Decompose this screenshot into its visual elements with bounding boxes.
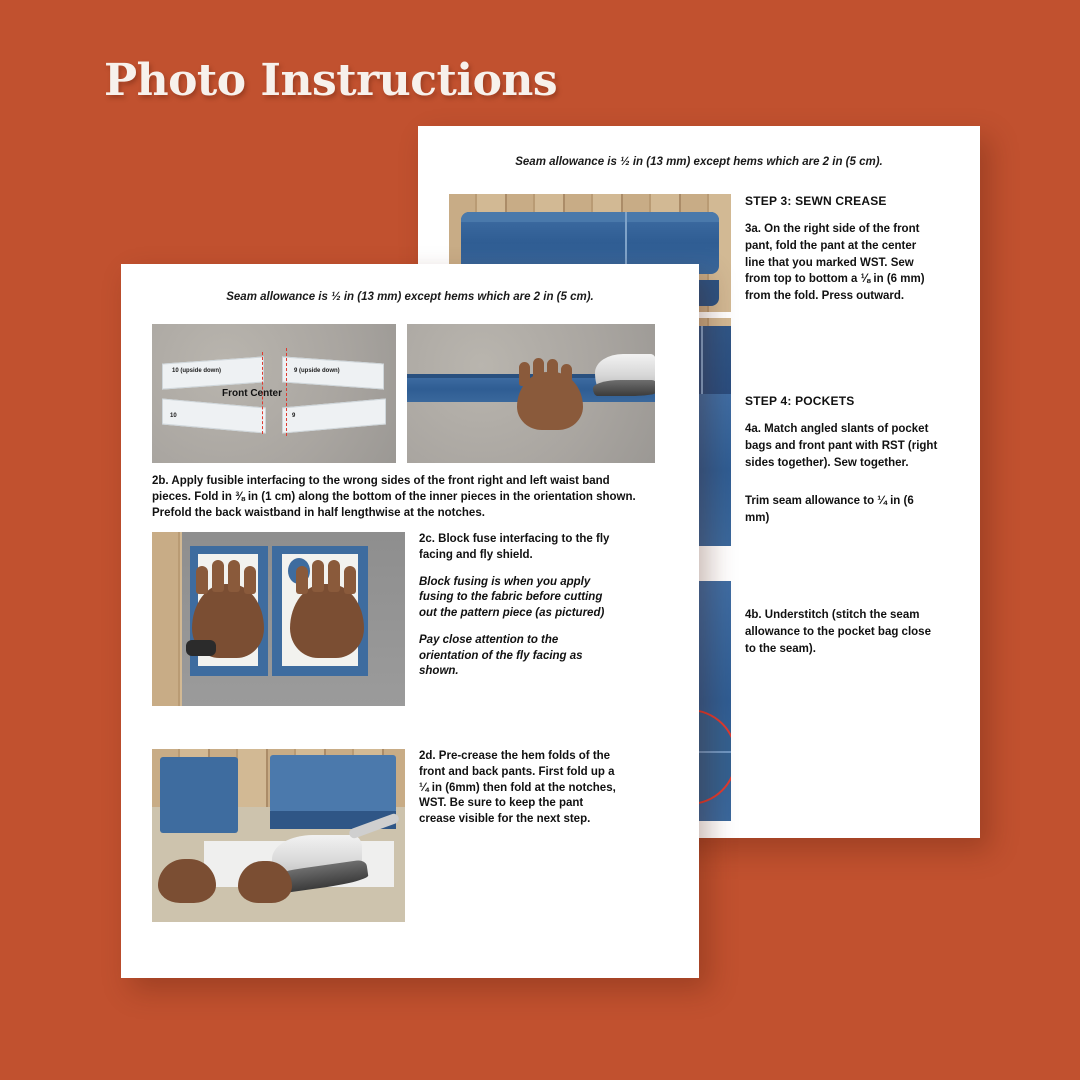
- caption-2c-main: 2c. Block fuse interfacing to the fly facing and fly shield.: [419, 533, 610, 561]
- seam-allowance-note-front: Seam allowance is ½ in (13 mm) except hems which are 2 in (5 cm).: [226, 291, 594, 303]
- caption-2b: 2b. Apply fusible interfacing to the wrong sides of the front right and left waist band pieces. Fold in ⅜ in (1 cm) along the bottom of the inner pieces in the orientation shown. Prefold the back waistband in half lengthwise at the notches.: [152, 475, 636, 519]
- iron-plate: [593, 380, 655, 396]
- page-title: Photo Instructions: [104, 55, 558, 106]
- label-piece-9: 9: [292, 413, 296, 419]
- photo-waistband-pattern-pieces: [152, 324, 396, 463]
- photo-precrease-hems: [152, 749, 405, 922]
- instruction-sheet-front: [121, 264, 699, 978]
- row-2c: [152, 532, 617, 706]
- photo-block-fuse: [152, 532, 405, 706]
- caption-2c-note-1: Block fusing is when you apply fusing to the fabric before cutting out the pattern piece (as pictured): [419, 575, 605, 619]
- row-2d: [152, 749, 617, 922]
- step-3-text: [731, 194, 939, 312]
- step-4-heading: STEP 4: POCKETS: [745, 394, 855, 408]
- pattern-piece-10: [162, 398, 266, 433]
- step-3-heading: STEP 3: SEWN CREASE: [745, 194, 887, 208]
- fold-line-right: [286, 348, 287, 436]
- label-piece-10-upside: 10 (upside down): [172, 368, 222, 374]
- photo-press-waistband: [407, 324, 655, 463]
- bracelet: [186, 640, 216, 656]
- label-front-center: Front Center: [222, 388, 282, 399]
- seam-allowance-note: Seam allowance is ½ in (13 mm) except hems which are 2 in (5 cm).: [515, 156, 883, 168]
- hand-right-2d: [238, 861, 292, 903]
- caption-2d: 2d. Pre-crease the hem folds of the front and back pants. First fold up a ¼ in (6mm) then fold at the notches, WST. Be sure to keep the pant crease visible for the next step.: [419, 750, 616, 825]
- step-4b-body: 4b. Understitch (stitch the seam allowance to the pocket bag close to the seam).: [745, 609, 931, 655]
- caption-2c-note-2: Pay close attention to the orientation of the fly facing as shown.: [419, 633, 583, 678]
- hand-right-2c: [290, 584, 364, 658]
- pattern-piece-9: [282, 398, 386, 433]
- step-4b-text: [731, 581, 939, 821]
- step-4-text: [731, 394, 939, 546]
- label-piece-10: 10: [170, 413, 177, 419]
- caption-2c: [405, 532, 617, 706]
- hand-left-2d: [158, 859, 216, 903]
- step-4a-trim-note: Trim seam allowance to ¼ in (6 mm): [745, 495, 914, 525]
- step-4a-body: 4a. Match angled slants of pocket bags and front pant with RST (right sides together). Sew together.: [745, 423, 938, 469]
- front-top-photo-row: [152, 324, 655, 463]
- step-3a-body: 3a. On the right side of the front pant, fold the pant at the center line that you marked WST. Sew from top to bottom a ⅛ in (6 mm) from the fold. Press outward.: [745, 223, 925, 303]
- label-piece-9-upside: 9 (upside down): [294, 368, 340, 374]
